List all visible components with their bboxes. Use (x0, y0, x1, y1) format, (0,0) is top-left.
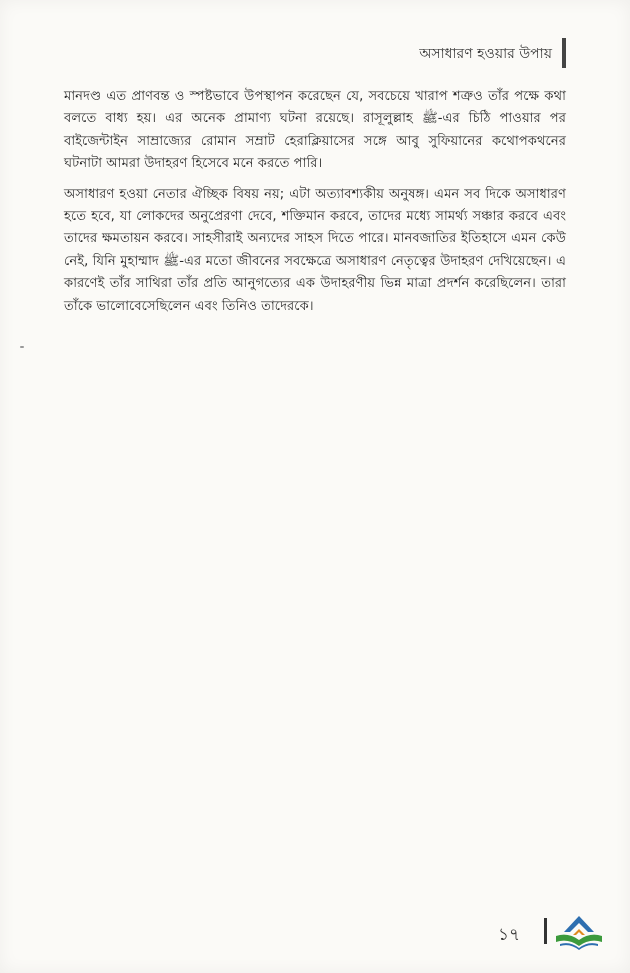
header-rule (562, 38, 566, 68)
paragraph-1: মানদণ্ড এত প্রাণবন্ত ও স্পষ্টভাবে উপস্থাপন করেছেন যে, সবচেয়ে খারাপ শত্রুও তাঁর পক্ষে কথা বলতে বাধ্য হয়। এর অনেক প্রামাণ্য ঘটনা রয়েছে। রাসূলুল্লাহ ﷺ-এর চিঠি পাওয়ার পর বাইজেন্টাইন সাম্রাজ্যের রোমান সম্রাট হেরাক্লিয়াসের সঙ্গে আবু সুফিয়ানের কথোপকথনের ঘটনাটা আমরা উদাহরণ হিসেবে মনে করতে পারি। (64, 89, 567, 172)
page-number-rule (544, 918, 547, 944)
stray-mark (20, 346, 24, 348)
book-arrow-logo-icon (552, 908, 606, 954)
body-text (64, 86, 566, 326)
running-header: অসাধারণ হওয়ার উপায় (419, 46, 552, 62)
page-number: ১৭ (498, 925, 521, 945)
paragraph-2: অসাধারণ হওয়া নেতার ঐচ্ছিক বিষয় নয়; এটা অত্যাবশ্যকীয় অনুষঙ্গ। এমন সব দিকে অসাধারণ হতে হবে, যা লোকদের অনুপ্রেরণা দেবে, শক্তিমান করবে, তাদের মধ্যে সামর্থ্য সঞ্চার করবে এবং তাদের ক্ষমতায়ন করবে। সাহসীরাই অন্যদের সাহস দিতে পারে। মানবজাতির ইতিহাসে এমন কেউ নেই, যিনি মুহাম্মাদ ﷺ-এর মতো জীবনের সবক্ষেত্রে অসাধারণ নেতৃত্বের উদাহরণ দেখিয়েছেন। এ কারণেই তাঁর সাথিরা তাঁর প্রতি আনুগত্যের এক উদাহরণীয় ভিন্ন মাত্রা প্রদর্শন করেছিলেন। তারা তাঁকে ভালোবেসেছিলেন এবং তিনিও তাদেরকে। (64, 186, 566, 314)
logo-inner-chevron (573, 929, 585, 935)
